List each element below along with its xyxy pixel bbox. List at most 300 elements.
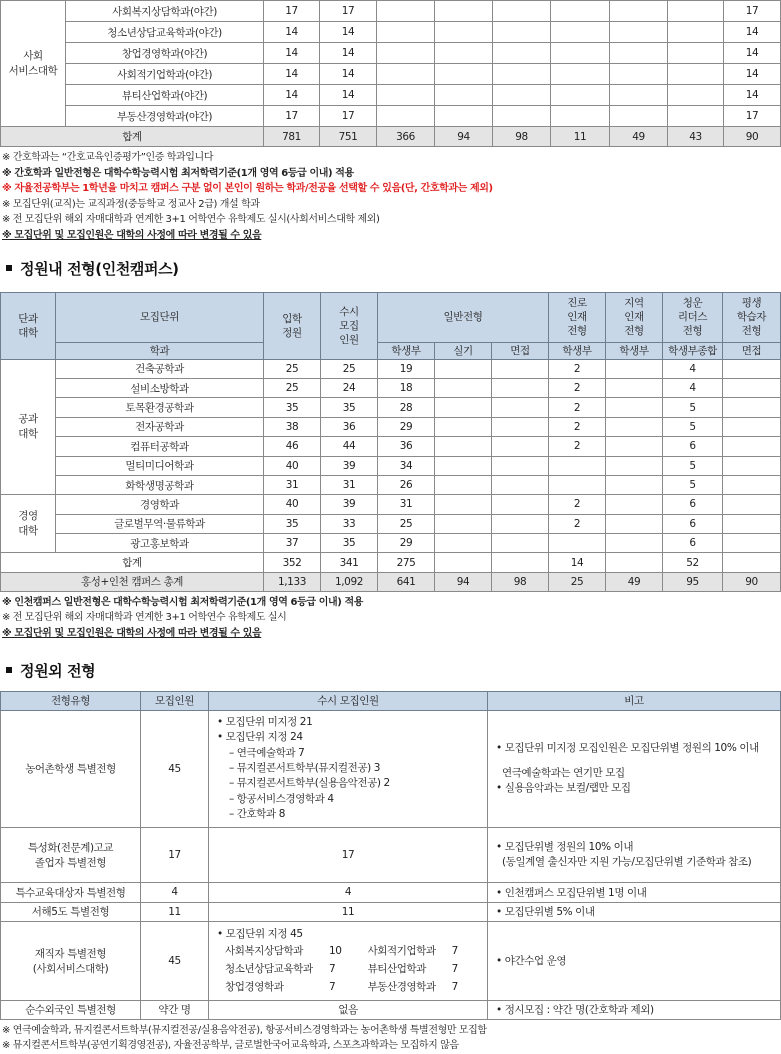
table-row: [1, 514, 781, 533]
value-cell: 5: [663, 456, 723, 475]
note-line: ※ 뮤지컬콘서트학부(공연기획경영전공), 자율전공학부, 글로벌한국어교육학과, 스포츠과학과는 모집하지 않음: [2, 1040, 459, 1052]
value-cell: [606, 417, 663, 436]
value-cell: 36: [378, 437, 435, 456]
table-row: [1, 398, 781, 417]
type-line: 특성화(전문계)고교: [27, 841, 114, 854]
value-cell: [606, 437, 663, 456]
college-cell: 경영 대학: [1, 495, 56, 553]
value-cell: 17: [724, 106, 781, 127]
value-cell: 40: [264, 456, 321, 475]
total-value: 49: [610, 127, 668, 147]
value-cell: 34: [378, 456, 435, 475]
value-cell: 44: [321, 437, 378, 456]
value-cell: [492, 359, 549, 378]
value-cell: 19: [378, 359, 435, 378]
value-cell: 31: [378, 495, 435, 514]
value-cell: 6: [663, 534, 723, 553]
value-cell: [435, 85, 493, 106]
value-cell: 25: [378, 514, 435, 533]
value-cell: [377, 64, 435, 85]
dept-name: 뷰티산업학과: [367, 962, 427, 975]
dept-count: 10: [329, 944, 342, 957]
table-row: [1, 22, 781, 43]
value-cell: 35: [264, 398, 321, 417]
value-cell: 17: [264, 1, 320, 22]
value-cell: 35: [321, 534, 378, 553]
type-line: 졸업자 특별전형: [34, 856, 107, 869]
value-cell: 17: [320, 1, 377, 22]
value-cell: [606, 534, 663, 553]
total-value: 43: [668, 127, 724, 147]
header-career: 진로 인재 전형: [549, 292, 606, 342]
value-cell: 2: [549, 398, 606, 417]
dept-cell: 토목환경공학과: [56, 398, 264, 417]
total-value: 11: [551, 127, 610, 147]
value-cell: [492, 378, 549, 397]
value-cell: 14: [264, 64, 320, 85]
value-cell: 2: [549, 514, 606, 533]
value-cell: 6: [663, 437, 723, 456]
value-cell: [551, 1, 610, 22]
value-cell: 35: [264, 514, 321, 533]
header-susi-count: 수시 모집인원: [209, 691, 488, 710]
table-row: [1, 534, 781, 553]
value-cell: [551, 64, 610, 85]
value-cell: 31: [321, 475, 378, 494]
dept-cell: 창업경영학과(야간): [66, 43, 264, 64]
count-cell: 45: [141, 921, 209, 1000]
dept-cell: 사회적기업학과(야간): [66, 64, 264, 85]
table-row: [1, 43, 781, 64]
value-cell: [377, 43, 435, 64]
total-row: [1, 127, 781, 147]
remark-cell: • 정시모집 : 약간 명(간호학과 제외): [488, 1000, 781, 1019]
table-row: [1, 902, 781, 921]
dept-cell: 사회복지상담학과(야간): [66, 1, 264, 22]
dept-count: 7: [451, 962, 458, 975]
value-cell: 14: [724, 43, 781, 64]
header-dept: 학과: [56, 342, 264, 359]
header-susi: 수시 모집 인원: [321, 292, 378, 359]
value-cell: 37: [264, 534, 321, 553]
value-cell: [668, 43, 724, 64]
table-row: [1, 64, 781, 85]
value-cell: [435, 64, 493, 85]
total-row-value: 1,092: [321, 572, 378, 591]
dept-column: [368, 942, 458, 996]
extra-quota-table: [0, 691, 781, 1020]
list-item: – 뮤지컬콘서트학부(뮤지컬전공) 3: [229, 761, 381, 774]
value-cell: [551, 43, 610, 64]
note-line: ※ 모집단위(교직)는 교직과정(중등학교 정교사 2급) 개설 학과: [2, 198, 260, 210]
susi-detail-cell: [209, 921, 488, 1000]
value-cell: 18: [378, 378, 435, 397]
dept-name: 사회적기업학과: [367, 944, 436, 957]
total-row-value: 95: [663, 572, 723, 591]
count-cell: 45: [141, 710, 209, 827]
list-item: • 모집단위 미지정 21: [217, 715, 313, 728]
value-cell: 24: [321, 378, 378, 397]
college-cell: 공과 대학: [1, 359, 56, 495]
value-cell: [549, 475, 606, 494]
dept-cell: 글로벌무역·물류학과: [56, 514, 264, 533]
value-cell: [435, 437, 492, 456]
value-cell: [435, 417, 492, 436]
value-cell: 14: [264, 43, 320, 64]
sum-row-value: 14: [549, 553, 606, 572]
dept-grid: [217, 942, 485, 996]
value-cell: 29: [378, 534, 435, 553]
value-cell: [610, 64, 668, 85]
total-row-value: 49: [606, 572, 663, 591]
list-item: [368, 960, 458, 978]
note-line: ※ 간호학과는 “간호교육인증평가”인증 학과입니다: [2, 152, 214, 163]
bullet-square-icon: [6, 265, 12, 271]
value-cell: [492, 417, 549, 436]
note-line: ※ 연극예술학과, 뮤지컬콘서트학부(뮤지컬전공/실용음악전공), 항공서비스경영학과는 농어촌학생 특별전형만 모집함: [2, 1024, 487, 1036]
value-cell: 5: [663, 475, 723, 494]
value-cell: 35: [321, 398, 378, 417]
sum-row-value: [435, 553, 492, 572]
dept-cell: 광고홍보학과: [56, 534, 264, 553]
type-cell: 순수외국인 특별전형: [1, 1000, 141, 1019]
dept-name: 창업경영학과: [225, 980, 284, 993]
value-cell: [493, 64, 551, 85]
value-cell: 17: [264, 106, 320, 127]
table-row: [1, 106, 781, 127]
value-cell: 46: [264, 437, 321, 456]
value-cell: [723, 398, 781, 417]
value-cell: [435, 534, 492, 553]
value-cell: 2: [549, 417, 606, 436]
college-cell: 사회 서비스대학: [1, 1, 66, 127]
sum-row-value: [492, 553, 549, 572]
value-cell: 5: [663, 417, 723, 436]
section-title-inner: [0, 258, 780, 279]
type-line: (사회서비스대학): [32, 962, 109, 975]
value-cell: 38: [264, 417, 321, 436]
value-cell: 4: [663, 378, 723, 397]
total-value: 94: [435, 127, 493, 147]
header-unit: 모집단위: [56, 292, 264, 342]
note-line: ※ 전 모집단위 해외 자매대학과 연계한 3+1 어학연수 유학제도 실시(사회서비스대학 제외): [2, 214, 380, 226]
total-row: [1, 572, 781, 591]
value-cell: [549, 534, 606, 553]
value-cell: 14: [724, 85, 781, 106]
value-cell: [492, 475, 549, 494]
dept-cell: 설비소방학과: [56, 378, 264, 397]
value-cell: 14: [724, 64, 781, 85]
list-item: [368, 978, 458, 996]
list-item: [225, 960, 342, 978]
value-cell: [551, 22, 610, 43]
value-cell: [606, 475, 663, 494]
total-row-value: 641: [378, 572, 435, 591]
dept-cell: 부동산경영학과(야간): [66, 106, 264, 127]
value-cell: [723, 514, 781, 533]
value-cell: 40: [264, 495, 321, 514]
value-cell: 28: [378, 398, 435, 417]
dept-cell: 컴퓨터공학과: [56, 437, 264, 456]
dept-cell: 건축공학과: [56, 359, 264, 378]
list-item: • 모집단위 지정 24: [217, 731, 303, 744]
value-cell: [606, 514, 663, 533]
value-cell: 25: [264, 359, 321, 378]
list-item: – 간호학과 8: [229, 808, 285, 821]
value-cell: [606, 456, 663, 475]
value-cell: [492, 437, 549, 456]
value-cell: [435, 43, 493, 64]
note-line: ※ 전 모집단위 해외 자매대학과 연계한 3+1 어학연수 유학제도 실시: [2, 612, 287, 624]
value-cell: [377, 22, 435, 43]
sum-row-label: 합계: [1, 553, 264, 572]
subheader-cell: 학생부종합: [663, 342, 723, 359]
value-cell: [723, 359, 781, 378]
total-label: 합계: [1, 127, 264, 147]
admission-table-continued: [0, 0, 781, 147]
value-cell: [723, 495, 781, 514]
table-row: [1, 417, 781, 436]
dept-name: 사회복지상담학과: [225, 944, 303, 957]
value-cell: 6: [663, 495, 723, 514]
value-cell: 2: [549, 378, 606, 397]
value-cell: [723, 378, 781, 397]
dept-cell: 화학생명공학과: [56, 475, 264, 494]
table-row: [1, 437, 781, 456]
remark-line: (동일계열 출신자만 지원 가능/모집단위별 기준학과 참조): [502, 855, 752, 868]
total-value: 366: [377, 127, 435, 147]
dept-cell: 경영학과: [56, 495, 264, 514]
total-row-label: 홍성+인천 캠퍼스 총계: [1, 572, 264, 591]
value-cell: 2: [549, 495, 606, 514]
susi-cell: 17: [209, 827, 488, 882]
remark-cell: • 모집단위별 5% 이내: [488, 902, 781, 921]
header-college: 단과 대학: [1, 292, 56, 359]
value-cell: [493, 85, 551, 106]
remark-cell: [488, 827, 781, 882]
list-item: [225, 942, 342, 960]
total-row-value: 98: [492, 572, 549, 591]
table-row: [1, 359, 781, 378]
susi-cell: 없음: [209, 1000, 488, 1019]
value-cell: [610, 85, 668, 106]
value-cell: [492, 495, 549, 514]
type-cell: 농어촌학생 특별전형: [1, 710, 141, 827]
table-row: [1, 827, 781, 882]
value-cell: [606, 359, 663, 378]
note-line: ※ 모집단위 및 모집인원은 대학의 사정에 따라 변경될 수 있음: [2, 628, 262, 640]
subheader-cell: 면접: [723, 342, 781, 359]
sum-row-value: 341: [321, 553, 378, 572]
value-cell: [377, 1, 435, 22]
value-cell: [668, 106, 724, 127]
remark-line: 연극예술학과는 연기만 모집: [502, 767, 625, 780]
value-cell: 14: [264, 22, 320, 43]
table-row: [1, 495, 781, 514]
header-leader: 청운 리더스 전형: [663, 292, 723, 342]
value-cell: [493, 1, 551, 22]
value-cell: 17: [724, 1, 781, 22]
incheon-campus-table: [0, 292, 781, 592]
count-cell: 17: [141, 827, 209, 882]
total-row-value: 94: [435, 572, 492, 591]
value-cell: 39: [321, 495, 378, 514]
sum-row-value: [723, 553, 781, 572]
subheader-cell: 학생부: [549, 342, 606, 359]
notes-block-3: [0, 1020, 780, 1054]
count-cell: 4: [141, 882, 209, 902]
value-cell: 14: [724, 22, 781, 43]
value-cell: 2: [549, 359, 606, 378]
type-cell: [1, 921, 141, 1000]
type-cell: 특수교육대상자 특별전형: [1, 882, 141, 902]
value-cell: [606, 398, 663, 417]
header-remark: 비고: [488, 691, 781, 710]
header-general: 일반전형: [378, 292, 549, 342]
value-cell: 14: [320, 43, 377, 64]
header-type: 전형유형: [1, 691, 141, 710]
value-cell: [723, 417, 781, 436]
list-item: – 항공서비스경영학과 4: [229, 792, 334, 805]
value-cell: 14: [320, 64, 377, 85]
sum-row-value: 352: [264, 553, 321, 572]
sum-row: [1, 553, 781, 572]
type-cell: [1, 827, 141, 882]
type-line: 재직자 특별전형: [34, 947, 107, 960]
table-row: [1, 378, 781, 397]
susi-cell: 4: [209, 882, 488, 902]
remark-line: • 실용음악과는 보컬/랩만 모집: [496, 782, 631, 795]
total-value: 751: [320, 127, 377, 147]
list-item: [225, 978, 342, 996]
dept-name: 청소년상담교육학과: [225, 962, 313, 975]
header-region: 지역 인재 전형: [606, 292, 663, 342]
value-cell: [610, 43, 668, 64]
header-lifelong: 평생 학습자 전형: [723, 292, 781, 342]
value-cell: [668, 64, 724, 85]
value-cell: [435, 495, 492, 514]
susi-detail-cell: [209, 710, 488, 827]
value-cell: [435, 106, 493, 127]
value-cell: 6: [663, 514, 723, 533]
value-cell: 14: [320, 22, 377, 43]
value-cell: [435, 22, 493, 43]
section-title-text: 정원내 전형(인천캠퍼스): [20, 259, 179, 278]
dept-count: 7: [451, 944, 458, 957]
sum-row-value: 52: [663, 553, 723, 572]
value-cell: [377, 106, 435, 127]
susi-cell: 11: [209, 902, 488, 921]
dept-cell: 전자공학과: [56, 417, 264, 436]
value-cell: [723, 437, 781, 456]
sum-row-value: [606, 553, 663, 572]
value-cell: 36: [321, 417, 378, 436]
value-cell: 26: [378, 475, 435, 494]
list-item: – 뮤지컬콘서트학부(실용음악전공) 2: [229, 777, 390, 790]
total-value: 90: [724, 127, 781, 147]
value-cell: [493, 43, 551, 64]
count-cell: 약간 명: [141, 1000, 209, 1019]
total-value: 781: [264, 127, 320, 147]
dept-count: 7: [329, 980, 336, 993]
value-cell: [492, 398, 549, 417]
sum-row-value: 275: [378, 553, 435, 572]
note-line: ※ 인천캠퍼스 일반전형은 대학수학능력시험 최저학력기준(1개 영역 6등급 이내) 적용: [2, 596, 364, 608]
value-cell: 14: [320, 85, 377, 106]
table-row: [1, 456, 781, 475]
dept-column: [225, 942, 342, 996]
value-cell: 14: [264, 85, 320, 106]
value-cell: [492, 456, 549, 475]
total-row-value: 25: [549, 572, 606, 591]
value-cell: [549, 456, 606, 475]
note-line: ※ 자율전공학부는 1학년을 마치고 캠퍼스 구분 없이 본인이 원하는 학과/전공을 선택할 수 있음(단, 간호학과는 제외): [2, 183, 493, 195]
table-row: [1, 1000, 781, 1019]
header-count: 모집인원: [141, 691, 209, 710]
value-cell: 29: [378, 417, 435, 436]
type-cell: 서해5도 특별전형: [1, 902, 141, 921]
value-cell: 5: [663, 398, 723, 417]
subheader-cell: 학생부: [378, 342, 435, 359]
table-row: [1, 882, 781, 902]
value-cell: 2: [549, 437, 606, 456]
value-cell: [377, 85, 435, 106]
value-cell: [668, 1, 724, 22]
dept-count: 7: [329, 962, 336, 975]
value-cell: 17: [320, 106, 377, 127]
value-cell: 25: [321, 359, 378, 378]
value-cell: [493, 22, 551, 43]
value-cell: [435, 456, 492, 475]
value-cell: [668, 85, 724, 106]
value-cell: 4: [663, 359, 723, 378]
value-cell: [435, 514, 492, 533]
remark-cell: [488, 710, 781, 827]
value-cell: [435, 378, 492, 397]
note-line: ※ 모집단위 및 모집인원은 대학의 사정에 따라 변경될 수 있음: [2, 229, 262, 241]
value-cell: [606, 378, 663, 397]
table-row: [1, 1, 781, 22]
value-cell: [606, 495, 663, 514]
value-cell: [435, 359, 492, 378]
remark-cell: • 야간수업 운영: [488, 921, 781, 1000]
value-cell: [723, 456, 781, 475]
value-cell: [723, 475, 781, 494]
remark-cell: • 인천캠퍼스 모집단위별 1명 이내: [488, 882, 781, 902]
value-cell: [493, 106, 551, 127]
value-cell: [551, 106, 610, 127]
notes-block-1: [0, 147, 780, 244]
list-item: – 연극예술학과 7: [229, 746, 305, 759]
table-row: [1, 85, 781, 106]
value-cell: [610, 22, 668, 43]
value-cell: [610, 106, 668, 127]
subheader-cell: 면접: [492, 342, 549, 359]
section-title-outer: [0, 660, 780, 681]
value-cell: 39: [321, 456, 378, 475]
section-title-text: 정원외 전형: [20, 661, 96, 680]
dept-count: 7: [451, 980, 458, 993]
table-row: [1, 475, 781, 494]
value-cell: 25: [264, 378, 321, 397]
value-cell: [492, 534, 549, 553]
list-item: [368, 942, 458, 960]
total-value: 98: [493, 127, 551, 147]
value-cell: [435, 1, 493, 22]
list-item: • 모집단위 지정 45: [217, 927, 303, 940]
value-cell: [492, 514, 549, 533]
total-row-value: 1,133: [264, 572, 321, 591]
